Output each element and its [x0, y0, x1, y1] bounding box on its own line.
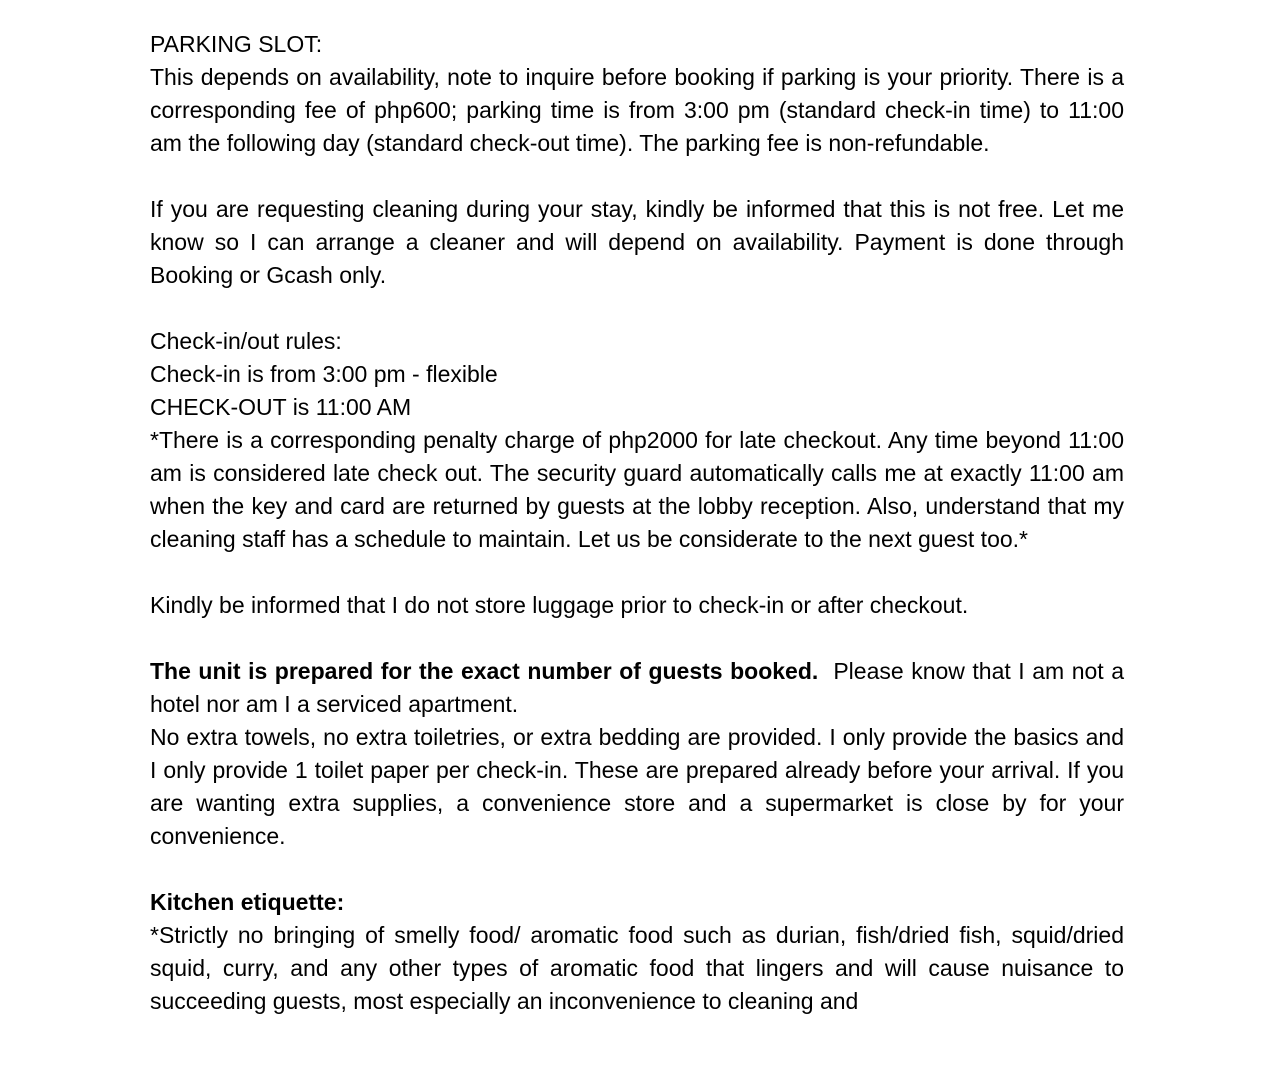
- spacer: [150, 292, 1124, 325]
- kitchen-paragraph: *Strictly no bringing of smelly food/ aromatic food such as durian, fish/dried fish, squid/dried squid, curry, and any other types of aromatic food that lingers and will cause nuisance to succeeding guests, most especially an inconvenience to cleaning and: [150, 922, 1124, 1014]
- luggage-paragraph: Kindly be informed that I do not store luggage prior to check-in or after checkout.: [150, 592, 969, 618]
- spacer: [150, 556, 1124, 589]
- spacer: [150, 853, 1124, 886]
- supplies-paragraph: No extra towels, no extra toiletries, or extra bedding are provided. I only provide the basics and I only provide 1 toilet paper per check-in. These are prepared already before your arrival. If you are wanting extra supplies, a convenience store and a supermarket is close by for your convenience.: [150, 724, 1124, 849]
- spacer: [150, 160, 1124, 193]
- parking-heading: PARKING SLOT:: [150, 31, 323, 57]
- guests-bold-lead: The unit is prepared for the exact number of guests booked.: [150, 658, 819, 684]
- guests-body: Please know that I am not a hotel nor am I a serviced apartment.: [150, 658, 1131, 717]
- checkin-time: Check-in is from 3:00 pm - flexible: [150, 361, 498, 387]
- spacer: [150, 622, 1124, 655]
- late-checkout-paragraph: *There is a corresponding penalty charge of php2000 for late checkout. Any time beyond 11:00 am is considered late check out. The security guard automatically calls me at exactly 11:00 am when the key and card are returned by guests at the lobby reception. Also, understand that my cleaning staff has a schedule to maintain. Let us be considerate to the next guest too.*: [150, 427, 1124, 552]
- document-page: [150, 28, 1131, 1018]
- parking-paragraph: This depends on availability, note to inquire before booking if parking is your priority. There is a corresponding fee of php600; parking time is from 3:00 pm (standard check-in time) to 11:00 am the following day (standard check-out time). The parking fee is non-refundable.: [150, 64, 1124, 156]
- checkout-time: CHECK-OUT is 11:00 AM: [150, 394, 412, 420]
- guests-paragraph: [150, 655, 1131, 721]
- kitchen-heading: Kitchen etiquette:: [150, 889, 345, 915]
- checkin-rules-heading: Check-in/out rules:: [150, 328, 342, 354]
- cleaning-paragraph: If you are requesting cleaning during your stay, kindly be informed that this is not free. Let me know so I can arrange a cleaner and will depend on availability. Payment is done through Booking or Gcash only.: [150, 196, 1124, 288]
